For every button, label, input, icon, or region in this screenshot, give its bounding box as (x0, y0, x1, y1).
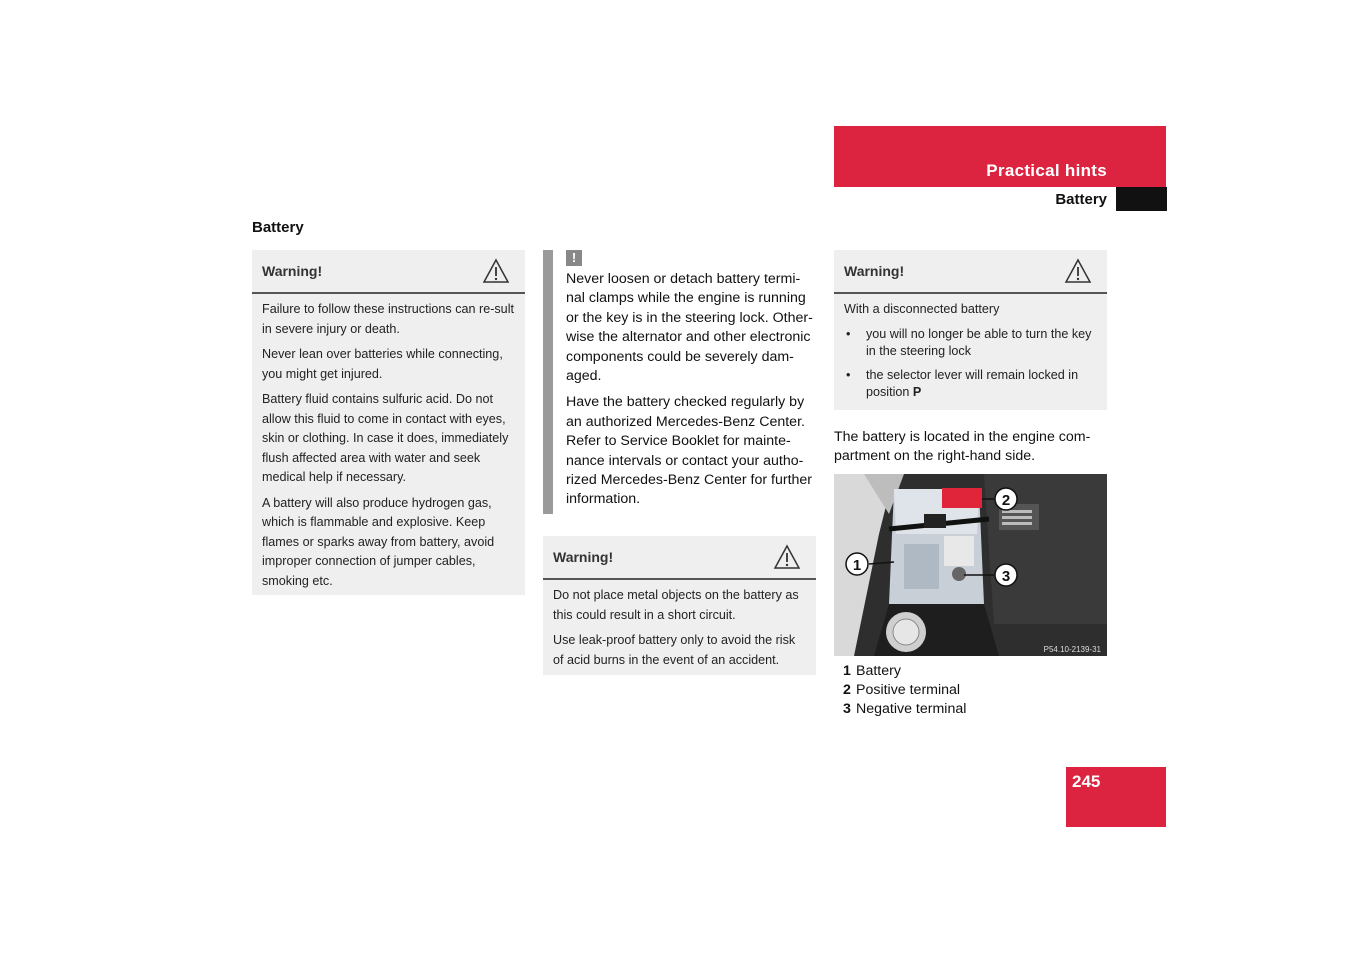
chapter-header (834, 126, 1166, 187)
warning-triangle-icon (482, 258, 510, 284)
section-title: Battery (252, 219, 304, 236)
warning-paragraph: Do not place metal objects on the battery as this could result in a short circuit. (553, 588, 799, 622)
legend-label: Positive terminal (856, 682, 961, 698)
warning-bullet: • you will no longer be able to turn the key in the steering lock (844, 326, 1097, 361)
warning-box-left (252, 250, 525, 595)
figure-legend (843, 662, 966, 719)
page-number-box (1066, 767, 1166, 827)
warning-triangle-icon (773, 544, 801, 570)
section-header-tab (1116, 187, 1167, 211)
warning-header (252, 250, 525, 294)
battery-photo (834, 474, 1107, 656)
warning-paragraph: Battery fluid contains sulfuric acid. Do not allow this fluid to come in contact with eyes, skin or clothing. In case it does, immediately flush affected area with water and seek medical help if necessary. (262, 392, 509, 484)
warning-paragraph: Never lean over batteries while connecting, you might get injured. (262, 347, 503, 381)
warning-title: Warning! (553, 549, 614, 565)
page-number: 245 (1072, 772, 1101, 791)
callout-2-label: 2 (1001, 492, 1011, 509)
callout-1-label: 1 (852, 557, 862, 574)
note-exclamation-icon: ! (566, 250, 582, 266)
warning-box-middle (543, 536, 816, 675)
warning-title: Warning! (844, 263, 905, 279)
warning-body (543, 580, 816, 682)
warning-title: Warning! (262, 263, 323, 279)
legend-number: 2 (843, 682, 851, 698)
warning-intro: With a disconnected battery (844, 302, 1000, 316)
warning-triangle-icon (1064, 258, 1092, 284)
figure-code: P54.10-2139-31 (1043, 645, 1101, 654)
warning-paragraph: Use leak-proof battery only to avoid the risk of acid burns in the event of an accident. (553, 633, 796, 667)
note-text (566, 270, 818, 517)
legend-item (843, 700, 966, 719)
warning-bullet-text: the selector lever will remain locked in position (866, 367, 1079, 399)
gear-position-label: P (912, 385, 922, 399)
section-header-label: Battery (1055, 191, 1107, 208)
note-bar (543, 250, 553, 514)
legend-item (843, 681, 966, 700)
legend-number: 3 (843, 701, 851, 717)
warning-body (252, 294, 525, 603)
warning-paragraph: Failure to follow these instructions can re-sult in severe injury or death. (262, 302, 514, 336)
legend-label: Battery (856, 663, 901, 679)
warning-bullet-list (844, 326, 1097, 402)
chapter-title: Practical hints (986, 161, 1107, 180)
legend-number: 1 (843, 663, 851, 679)
warning-bullet (844, 367, 1097, 402)
legend-label: Negative terminal (856, 701, 967, 717)
section-header (834, 187, 1116, 211)
engine-compartment-illustration (834, 474, 1107, 656)
warning-body (834, 294, 1107, 414)
warning-header (543, 536, 816, 580)
note-paragraph: Have the battery checked regularly by an authorized Mercedes-Benz Center. Refer to Service Booklet for mainte-nance intervals or contact your autho-rized Mercedes-Benz Center for further information. (566, 394, 813, 508)
warning-box-right (834, 250, 1107, 410)
warning-paragraph: A battery will also produce hydrogen gas, which is flammable and explosive. Keep flames or sparks away from battery, avoid improper connection of jumper cables, smoking etc. (262, 495, 495, 588)
legend-item (843, 662, 966, 681)
warning-header (834, 250, 1107, 294)
note-paragraph: Never loosen or detach battery termi-nal clamps while the engine is running or the key is in the steering lock. Other-wise the alternator and other electronic components could be severely dam-aged. (566, 271, 813, 385)
callout-3-label: 3 (1001, 568, 1011, 585)
battery-location-text: The battery is located in the engine com-partment on the right-hand side. (834, 429, 1091, 465)
